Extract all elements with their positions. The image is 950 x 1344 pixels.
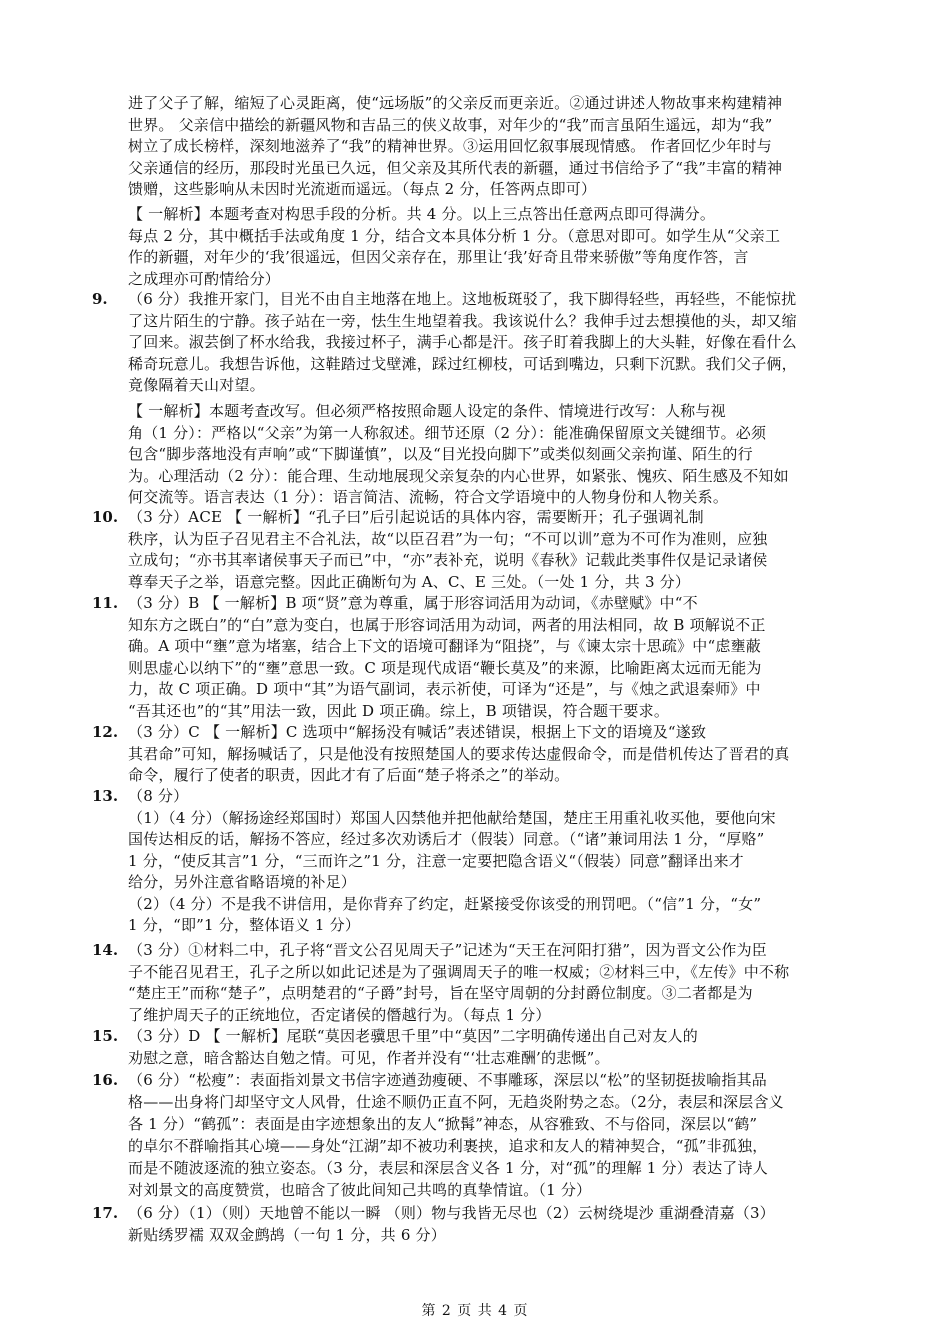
analysis-line: 【 一解析】本题考查改写。但必须严格按照命题人设定的条件、情境进行改写：人称与视 [128,402,726,420]
answer-line: 1 分，“即”1 分，整体语义 1 分） [128,916,361,934]
question-number: 14. [92,941,119,959]
answer-line: （3 分）B 【 一解析】B 项“贤”意为尊重，属于形容词活用为动词，《赤壁赋》中“不 [128,594,698,612]
question-number: 9. [92,290,108,308]
analysis-line: 包含“脚步落地没有声响”或“下脚谨慎”，以及“目光投向脚下”或类似刻画父亲拘谨、陌生的行 [128,445,753,464]
answer-line: 国传达相反的话，解扬不答应，经过多次劝诱后才（假装）同意。（“诸”兼词用法 1 分，“厚赂” [128,830,765,848]
answer-line: （6 分）“松瘦”：表面指刘景文书信字迹遒劲瘦硬、不事雕琢，深层以“松”的坚韧挺拔喻指其品 [128,1071,767,1089]
answer-line: 1 分，“使反其言”1 分，“三而许之”1 分，注意一定要把隐含语义“（假装）同意”翻译出来才 [128,851,744,870]
answer-line: 了维护周天子的正统地位，否定诸侯的僭越行为。（每点 1 分） [128,1005,551,1024]
answer-line: 对刘景文的高度赞赏，也暗含了彼此间知己共鸣的真挚情谊。（1 分） [128,1180,592,1199]
answer-line: 格——出身将门却坚守文人风骨，仕途不顺仍正直不阿，无趋炎附势之态。（2分，表层和深层含义 [128,1092,784,1111]
analysis-line: 何交流等。语言表达（1 分）：语言简洁、流畅，符合文学语境中的人物身份和人物关系。 [128,488,729,507]
answer-line: （3 分）①材料二中，孔子将“晋文公召见周天子”记述为“天王在河阳打猎”，因为晋文公作为臣 [128,941,767,959]
answer-line: 命令，履行了使者的职责，因此才有了后面“楚子将杀之”的举动。 [128,766,570,785]
analysis-line: 父亲通信的经历，那段时光虽已久远，但父亲及其所代表的新疆，通过书信给予了“我”丰富的精神 [128,158,783,177]
answer-line: 子不能召见君王，孔子之所以如此记述是为了强调周天子的唯一权威；②材料三中，《左传》中不称 [128,962,790,981]
answer-line: “吾其还也”的“其”用法一致，因此 D 项正确。综上，B 项错误，符合题干要求。 [128,702,670,720]
answer-line: （2）（4 分）不是我不讲信用，是你背弃了约定，赶紧接受你该受的刑罚吧。（“信”1 分，“女” [128,894,762,913]
analysis-line: 为。心理活动（2 分）：能合理、生动地展现父亲复杂的内心世界，如紧张、愧疚、陌生感及不知如 [128,466,789,485]
answer-line: 劝慰之意，暗含豁达自勉之情。可见，作者并没有“‘壮志难酬’的悲慨”。 [128,1048,610,1067]
answer-line: （1）（4 分）（解扬途经郑国时）郑国人囚禁他并把他献给楚国，楚庄王用重礼收买他，要他向宋 [128,808,776,827]
answer-line: 了这片陌生的宁静。孩子站在一旁，怯生生地望着我。我该说什么？我伸手过去想摸他的头，却又缩 [128,311,797,330]
answer-line: 而是不随波逐流的独立姿态。（3 分，表层和深层含义各 1 分，对“孤”的理解 1 分）表达了诗人 [128,1158,768,1177]
answer-line: 力，故 C 项正确。D 项中“其”为语气副词，表示祈使，可译为“还是”，与《烛之武退秦师》中 [128,680,761,699]
answer-line: 其君命”可知，解扬喊话了，只是他没有按照楚国人的要求传达虚假命令，而是借机传达了晋君的真 [128,744,790,763]
answer-line: 了回来。淑芸倒了杯水给我，我接过杯子，满手心都是汗。孩子盯着我脚上的大头鞋，好像在看什么 [128,333,797,352]
answer-line: 稀奇玩意儿。我想告诉他，这鞋踏过戈壁滩，踩过红柳枝，可话到嘴边，只剩下沉默。我们父子俩， [128,354,797,373]
answer-line: 知东方之既白”的“白”意为变白，也属于形容词活用为动词，两者的用法相同，故 B 项解说不正 [128,615,766,634]
question-number: 16. [92,1071,119,1089]
answer-line: 秩序，认为臣子召见君主不合礼法，故“以臣召君”为一句；“不可以训”意为不可作为准则，应独 [128,529,768,548]
question-number: 17. [92,1204,119,1222]
answer-line: 尊奉天子之举，语意完整。因此正确断句为 A、C、E 三处。（一处 1 分，共 3 分） [128,572,691,591]
answer-line: 竟像隔着天山对望。 [128,376,265,395]
question-number: 13. [92,787,119,805]
answer-line: （6 分）（1）（则）天地曾不能以一瞬 （则）物与我皆无尽也（2）云树绕堤沙 重湖叠清嘉（3） [128,1204,775,1222]
analysis-line: 树立了成长榜样，深刻地滋养了“我”的精神世界。③运用回忆叙事展现情感。 作者回忆少年时与 [128,137,772,155]
analysis-line: 【 一解析】本题考查对构思手段的分析。共 4 分。以上三点答出任意两点即可得满分。 [128,205,716,223]
answer-line: （3 分）C 【 一解析】C 选项中“解扬没有喊话”表述错误，根据上下文的语境及“遂致 [128,723,707,741]
answer-line: （3 分）D 【 一解析】尾联“莫因老骥思千里”中“莫因”二字明确传递出自己对友人的 [128,1027,698,1045]
page-footer: 第 2 页 共 4 页 [421,1303,529,1319]
answer-line: 的卓尔不群喻指其心境——身处“江湖”却不被功利裹挟，追求和友人的精神契合，“孤”非孤独， [128,1136,768,1155]
analysis-line: 每点 2 分，其中概括手法或角度 1 分，结合文本具体分析 1 分。（意思对即可。如学生从“父亲工 [128,226,781,245]
question-number: 10. [92,508,119,526]
answer-line: 给分，另外注意省略语境的补足） [128,873,357,891]
analysis-line: 世界。 父亲信中描绘的新疆风物和吉品三的侠义故事，对年少的“我”而言虽陌生遥远，却为“我” [128,115,773,134]
answer-line: 立成句；“亦书其率诸侯事天子而已”中，“亦”表补充，说明《春秋》记载此类事件仅是记录诸侯 [128,551,768,570]
answer-line: （3 分）ACE 【 一解析】“孔子曰”后引起说话的具体内容，需要断开；孔子强调礼制 [128,508,704,526]
analysis-line: 之成理亦可酌情给分） [128,269,281,288]
analysis-line: 馈赠，这些影响从未因时光流逝而遥远。（每点 2 分，任答两点即可） [128,180,597,198]
answer-line: （8 分） [128,787,189,805]
question-number: 11. [92,594,119,612]
answer-line: 确。A 项中“壅”意为堵塞，结合上下文的语境可翻译为“阻挠”，与《谏太宗十思疏》中“虑壅蔽 [128,637,761,656]
answer-line: “楚庄王”而称“楚子”，点明楚君的“子爵”封号，旨在坚守周朝的分封爵位制度。③二者都是为 [128,984,753,1003]
question-number: 15. [92,1027,119,1045]
question-number: 12. [92,723,119,741]
analysis-line: 进了父子了解，缩短了心灵距离，使“远场版”的父亲反而更亲近。②通过讲述人物故事来构建精神 [128,94,783,112]
answer-line: 各 1 分）“鹤孤”：表面是由字迹想象出的友人“掀髯”神态，从容雅致、不与俗同，深层以“鹤” [128,1114,758,1133]
answer-line: （6 分）我推开家门，目光不由自主地落在地上。这地板斑驳了，我下脚得轻些，再轻些，不能惊扰 [128,290,797,308]
answer-line: 则思虚心以纳下”的“壅”意思一致。C 项是现代成语“鞭长莫及”的来源，比喻距离太远而无能为 [128,658,762,677]
analysis-line: 角（1 分）：严格以“父亲”为第一人称叙述。细节还原（2 分）：能准确保留原文关键细节。必须 [128,423,767,442]
answer-line: 新贴绣罗襦 双双金鹧鸪（一句 1 分，共 6 分） [128,1225,446,1244]
analysis-line: 作的新疆，对年少的‘我’很遥远，但因父亲存在，那里让‘我’好奇且带来骄傲”等角度作答，言 [128,248,749,266]
